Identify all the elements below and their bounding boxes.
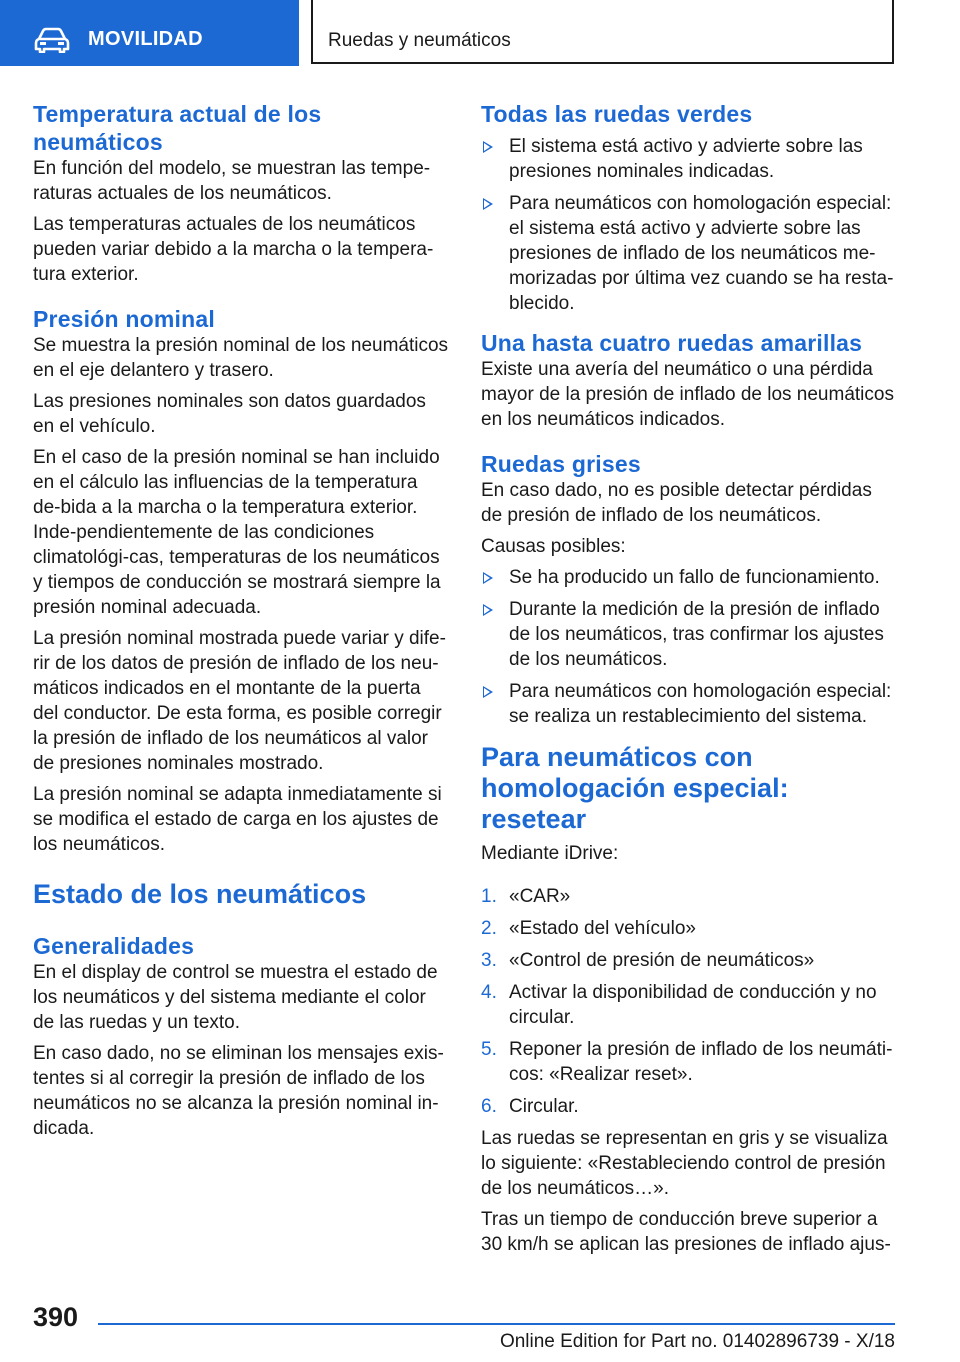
list-item: 3. «Control de presión de neumáticos» (481, 950, 815, 971)
nominal-paragraph-2: Las presiones nominales son datos guardados en el vehículo. (33, 391, 426, 437)
triangle-bullet-icon (483, 604, 493, 616)
green-wheels-heading: Todas las ruedas verdes (481, 101, 753, 127)
reset-heading: Para neumáticos con homologación especial: resetear (481, 742, 789, 834)
temperature-heading: Temperatura actual de los neumáticos (33, 101, 322, 155)
reset-paragraph-1: Mediante iDrive: (481, 843, 619, 864)
section-tab (0, 0, 299, 66)
grey-paragraph-1: En caso dado, no es posible detectar pérdidas de presión de inflado de los neumáticos. (481, 480, 872, 526)
list-item: 5. Reponer la presión de inflado de los neumáti-cos: «Realizar reset». (481, 1039, 893, 1085)
list-item: 6. Circular. (481, 1096, 579, 1117)
triangle-bullet-icon (483, 686, 493, 698)
list-item: Para neumáticos con homologación especial: se realiza un restablecimiento del sistema. (481, 679, 897, 729)
list-item: Se ha producido un fallo de funcionamiento. (481, 565, 897, 590)
green-wheels-list (481, 134, 897, 316)
list-item: 4. Activar la disponibilidad de conducción y no circular. (481, 982, 877, 1028)
grey-wheels-heading: Ruedas grises (481, 451, 641, 477)
reset-paragraph-2: Las ruedas se representan en gris y se visualiza lo siguiente: «Restableciendo control de presión de los neumáticos…». (481, 1128, 888, 1199)
triangle-bullet-icon (483, 572, 493, 584)
nominal-paragraph-1: Se muestra la presión nominal de los neumáticos en el eje delantero y trasero. (33, 335, 449, 381)
list-item: 2. «Estado del vehículo» (481, 918, 696, 939)
general-paragraph-1: En el display de control se muestra el estado de los neumáticos y del sistema mediante el color de las ruedas y un texto. (33, 962, 438, 1033)
nominal-paragraph-3: En el caso de la presión nominal se han incluido en el cálculo las influencias de la temperatura de-bida a la marcha o la temperatura exterior. Inde-pendientemente de las condiciones climatológi-cas, temperaturas de los neumáticos y tiempos de conducción se mostrará siempre la presión nominal adecuada. (33, 447, 441, 618)
reset-paragraph-3: Tras un tiempo de conducción breve superior a 30 km/h se aplican las presiones de inflado ajus- (481, 1209, 891, 1255)
nominal-pressure-heading: Presión nominal (33, 306, 215, 332)
grey-paragraph-2: Causas posibles: (481, 536, 626, 557)
car-icon (34, 27, 70, 53)
page-header (0, 0, 960, 68)
temperature-paragraph-1: En función del modelo, se muestran las tempe-raturas actuales de los neumáticos. (33, 158, 431, 204)
footer-edition-text: Online Edition for Part no. 01402896739 - X/18 (499, 1331, 895, 1352)
left-column (33, 100, 449, 1141)
nominal-paragraph-5: La presión nominal se adapta inmediatamente si se modifica el estado de carga en los ajustes de los neumáticos. (33, 784, 442, 855)
chapter-tab (311, 0, 894, 64)
list-item: El sistema está activo y advierte sobre las presiones nominales indicadas. (481, 134, 897, 184)
general-paragraph-2: En caso dado, no se eliminan los mensajes exis-tentes si al corregir la presión de inflado de los neumáticos no se alcanza la presión nominal in-dicada. (33, 1043, 444, 1139)
list-item: Para neumáticos con homologación especial: el sistema está activo y advierte sobre las presiones de inflado de los neumáticos me-morizadas por última vez cuando se ha resta-blecido. (481, 191, 897, 316)
reset-steps-list (481, 884, 897, 1119)
tire-status-heading: Estado de los neumáticos (33, 879, 367, 909)
section-label: MOVILIDAD (88, 28, 203, 50)
triangle-bullet-icon (483, 198, 493, 210)
right-column (481, 100, 897, 1257)
yellow-wheels-heading: Una hasta cuatro ruedas amarillas (481, 330, 863, 356)
triangle-bullet-icon (483, 141, 493, 153)
page-number: 390 (33, 1302, 79, 1332)
list-item: Durante la medición de la presión de inflado de los neumáticos, tras confirmar los ajustes de los neumáticos. (481, 597, 897, 672)
grey-causes-list (481, 565, 897, 729)
yellow-paragraph-1: Existe una avería del neumático o una pérdida mayor de la presión de inflado de los neumáticos en los neumáticos indicados. (481, 359, 894, 430)
footer-rule (98, 1323, 895, 1325)
list-item: 1. «CAR» (481, 886, 571, 907)
chapter-label: Ruedas y neumáticos (328, 30, 511, 51)
nominal-paragraph-4: La presión nominal mostrada puede variar y dife-rir de los datos de presión de inflado de los neu-máticos indicados en el montante de la puerta del conductor. De esta forma, es posible corregir la presión de inflado de los neumáticos al valor de presiones nominales mostrado. (33, 628, 446, 774)
temperature-paragraph-2: Las temperaturas actuales de los neumáticos pueden variar debido a la marcha o la tempera-tura exterior. (33, 214, 434, 285)
general-heading: Generalidades (33, 933, 195, 959)
